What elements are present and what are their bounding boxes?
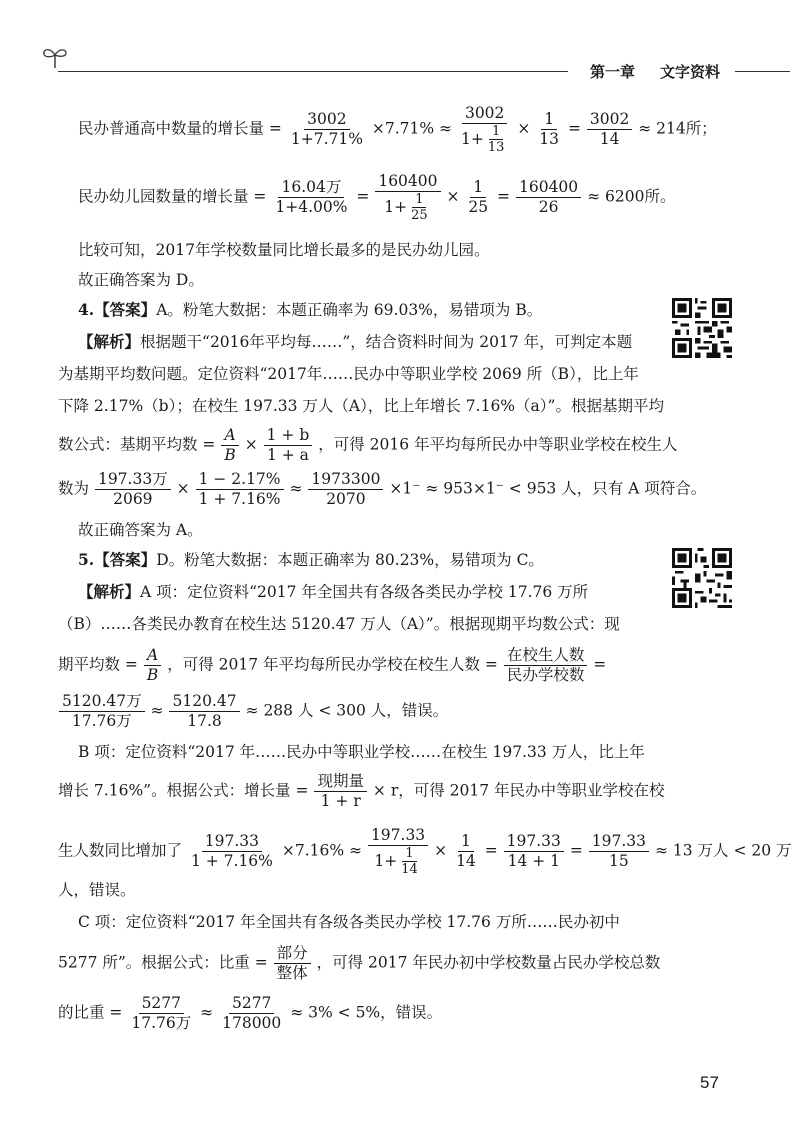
text: 数为: [58, 479, 90, 498]
denominator: 17.76万: [71, 712, 132, 730]
text: 根据题干“2016年平均每……”，结合资料时间为 2017 年，可判定本题: [140, 333, 633, 351]
numerator: 在校生人数: [504, 646, 588, 666]
answer-tag: 5.【答案】: [78, 550, 157, 569]
fraction: [485, 124, 508, 155]
denominator: 1+4.00%: [275, 198, 348, 216]
q4-analysis-line-5: [58, 470, 706, 509]
numerator: 1: [541, 110, 557, 130]
chapter-label: 第一章: [590, 63, 636, 81]
denominator: 15: [609, 852, 629, 870]
numerator: A: [221, 426, 238, 446]
fraction: [504, 646, 588, 685]
text: D。粉笔大数据：本题正确率为 80.23%，易错项为 C。: [156, 551, 544, 569]
denominator: 2069: [113, 490, 153, 508]
numerator: 1: [470, 178, 486, 198]
denominator: [381, 192, 434, 223]
denominator: [371, 846, 424, 877]
fraction: [504, 832, 564, 871]
fraction: [128, 994, 194, 1033]
text: ×: [244, 435, 258, 454]
fraction: [196, 470, 284, 509]
denominator: B: [224, 446, 236, 464]
numerator: 1: [412, 192, 426, 208]
numerator: 197.33: [589, 832, 649, 852]
denominator: 14: [456, 852, 476, 870]
text: =: [484, 841, 498, 860]
fraction: [368, 826, 428, 877]
fraction: [458, 104, 511, 155]
fraction: [314, 772, 367, 811]
option-c-line-3: [58, 994, 442, 1033]
option-b-line-1: B 项：定位资料“2017 年……民办中等职业学校……在校生 197.33 万人，比上年: [78, 743, 645, 761]
denominator: 13: [539, 130, 559, 148]
text: ×7.16% ≈: [281, 841, 362, 860]
text: ×: [176, 479, 190, 498]
text: 1+: [374, 852, 398, 870]
text: A。粉笔大数据：本题正确率为 69.03%，易错项为 B。: [156, 301, 543, 319]
line-high-school-growth: [78, 104, 717, 155]
text: =: [497, 187, 511, 206]
page-number: 57: [700, 1073, 719, 1092]
denominator: [458, 124, 511, 155]
numerator: 197.33: [368, 826, 428, 846]
header-rule-right: [735, 71, 790, 72]
option-b-line-3: [58, 826, 792, 877]
qr-code-icon[interactable]: [672, 548, 732, 608]
section-label: 文字资料: [660, 63, 721, 81]
denominator: 178000: [222, 1014, 282, 1032]
denominator: 2070: [326, 490, 366, 508]
fraction: [516, 178, 581, 217]
fraction: [264, 426, 313, 465]
q4-analysis-line-1: [78, 332, 632, 352]
numerator: 1: [402, 846, 416, 862]
numerator: 3002: [587, 110, 632, 130]
fraction: [589, 832, 649, 871]
q4-answer: [78, 300, 542, 320]
option-c-line-2: [58, 944, 660, 983]
q5-analysis-line-1: [78, 582, 588, 602]
text: 期平均数 =: [58, 655, 138, 674]
text: ≈ 13 万人 < 20 万: [654, 841, 792, 860]
answer-tag: 4.【答案】: [78, 300, 157, 319]
text: ≈ 214所；: [638, 119, 717, 138]
numerator: 5277: [139, 994, 184, 1014]
text: 1+: [460, 130, 484, 148]
numerator: 160400: [516, 178, 581, 198]
fraction: [188, 832, 276, 871]
text: ×: [446, 187, 460, 206]
fraction: [375, 172, 440, 223]
text: ≈ 3% < 5%，错误。: [290, 1003, 443, 1022]
q5-answer: [78, 550, 544, 570]
text: ，可得 2017 年民办初中学校数量占民办学校总数: [316, 953, 661, 972]
denominator: 1+7.71%: [290, 130, 363, 148]
text: ×: [434, 841, 448, 860]
denominator: 25: [468, 198, 489, 216]
fraction: [465, 178, 491, 217]
fraction: [288, 110, 366, 149]
numerator: 5277: [229, 994, 274, 1014]
text: ，可得 2016 年平均每所民办中等职业学校在校生人: [318, 435, 678, 454]
text: ，可得 2017 年平均每所民办学校在校生人数 =: [167, 655, 498, 674]
text: 5277 所”。根据公式：比重 =: [58, 953, 268, 972]
denominator: 25: [411, 208, 428, 223]
text: ≈: [150, 701, 164, 720]
option-b-line-4: 人，错误。: [58, 881, 136, 899]
qr-code-icon[interactable]: [672, 298, 732, 358]
fraction: [221, 426, 238, 465]
fraction: [408, 192, 431, 223]
text: =: [569, 841, 583, 860]
q5-analysis-line-2: （B）……各类民办教育在校生达 5120.47 万人（A）”。根据现期平均数公式：现: [58, 615, 620, 633]
numerator: 1 − 2.17%: [196, 470, 284, 490]
fraction: [144, 646, 161, 685]
text: ≈ 6200所。: [587, 187, 676, 206]
text: 生人数同比增加了: [58, 841, 183, 860]
fraction: [274, 944, 311, 983]
fraction: [308, 470, 383, 509]
option-c-line-1: C 项：定位资料“2017 年全国共有各级各类民办学校 17.76 万所……民办初中: [78, 913, 620, 931]
numerator: 197.33: [504, 832, 564, 852]
denominator: 1 + r: [320, 792, 361, 810]
fraction: [587, 110, 632, 149]
text: 增长 7.16%”。根据公式：增长量 =: [58, 781, 309, 800]
text: × r，可得 2017 年民办中等职业学校在校: [372, 781, 665, 800]
numerator: 部分: [274, 944, 311, 964]
answer-line-q3: 故正确答案为 D。: [78, 271, 204, 289]
denominator: 14: [599, 130, 620, 148]
fraction: [536, 110, 562, 149]
fraction: [398, 846, 421, 877]
q4-analysis-line-2: 为基期平均数问题。定位资料“2017年……民办中等职业学校 2069 所（B），比上年: [58, 365, 639, 383]
text: 民办幼儿园数量的增长量 =: [78, 187, 267, 206]
line-kindergarten-growth: [78, 172, 675, 223]
fraction: [59, 692, 145, 731]
denominator: 1 + a: [266, 446, 309, 464]
numerator: 197.33: [202, 832, 262, 852]
text: ×: [517, 119, 531, 138]
numerator: 1 + b: [264, 426, 313, 446]
fraction: [219, 994, 284, 1033]
option-b-line-2: [58, 772, 665, 811]
q5-analysis-line-4: [58, 692, 448, 731]
text: =: [567, 119, 581, 138]
numerator: 现期量: [314, 772, 367, 792]
denominator: 14: [401, 862, 418, 877]
numerator: 197.33万: [95, 470, 171, 490]
denominator: 1 + 7.16%: [190, 852, 273, 870]
denominator: 17.76万: [131, 1014, 192, 1032]
fraction: [169, 692, 239, 731]
numerator: 160400: [375, 172, 440, 192]
fraction: [95, 470, 171, 509]
fraction: [453, 832, 479, 871]
text: ×7.71% ≈: [371, 119, 453, 138]
answer-line-q4: 故正确答案为 A。: [78, 521, 203, 539]
numerator: A: [144, 646, 161, 666]
text: =: [593, 655, 607, 674]
text: 民办普通高中数量的增长量 =: [78, 119, 282, 138]
denominator: 13: [487, 140, 505, 155]
sprout-icon: [40, 44, 70, 70]
text: ≈ 288 人 < 300 人，错误。: [245, 701, 449, 720]
text: 数公式：基期平均数 =: [58, 435, 216, 454]
q5-analysis-line-3: [58, 646, 606, 685]
text: ×1⁻ ≈ 953×1⁻ < 953 人，只有 A 项符合。: [389, 479, 707, 498]
text: 1+: [384, 198, 408, 216]
denominator: 17.8: [187, 712, 222, 730]
denominator: 1 + 7.16%: [198, 490, 281, 508]
analysis-tag: 【解析】: [78, 582, 141, 601]
denominator: B: [146, 666, 159, 684]
numerator: 5120.47万: [59, 692, 145, 712]
numerator: 1973300: [308, 470, 383, 490]
text: 的比重 =: [58, 1003, 123, 1022]
analysis-tag: 【解析】: [78, 332, 141, 351]
text: ≈: [200, 1003, 214, 1022]
numerator: 3002: [462, 104, 507, 124]
numerator: 3002: [304, 110, 349, 130]
text: ≈: [289, 479, 303, 498]
q4-analysis-line-3: 下降 2.17%（b）；在校生 197.33 万人（A），比上年增长 7.16%（a）”。根据基期平均: [58, 397, 664, 415]
numerator: 1: [458, 832, 474, 852]
q4-analysis-line-4: [58, 426, 678, 465]
text: A 项：定位资料“2017 年全国共有各级各类民办学校 17.76 万所: [140, 583, 589, 601]
header-rule-left: [58, 71, 568, 72]
denominator: 26: [538, 198, 559, 216]
numerator: 1: [489, 124, 503, 140]
numerator: 16.04万: [278, 178, 344, 198]
numerator: 5120.47: [169, 692, 239, 712]
fraction: [272, 178, 350, 217]
text: =: [356, 187, 370, 206]
denominator: 民办学校数: [506, 666, 585, 684]
denominator: 14 + 1: [507, 852, 561, 870]
denominator: 整体: [276, 964, 308, 982]
conclusion-line: 比较可知，2017年学校数量同比增长最多的是民办幼儿园。: [78, 241, 490, 259]
